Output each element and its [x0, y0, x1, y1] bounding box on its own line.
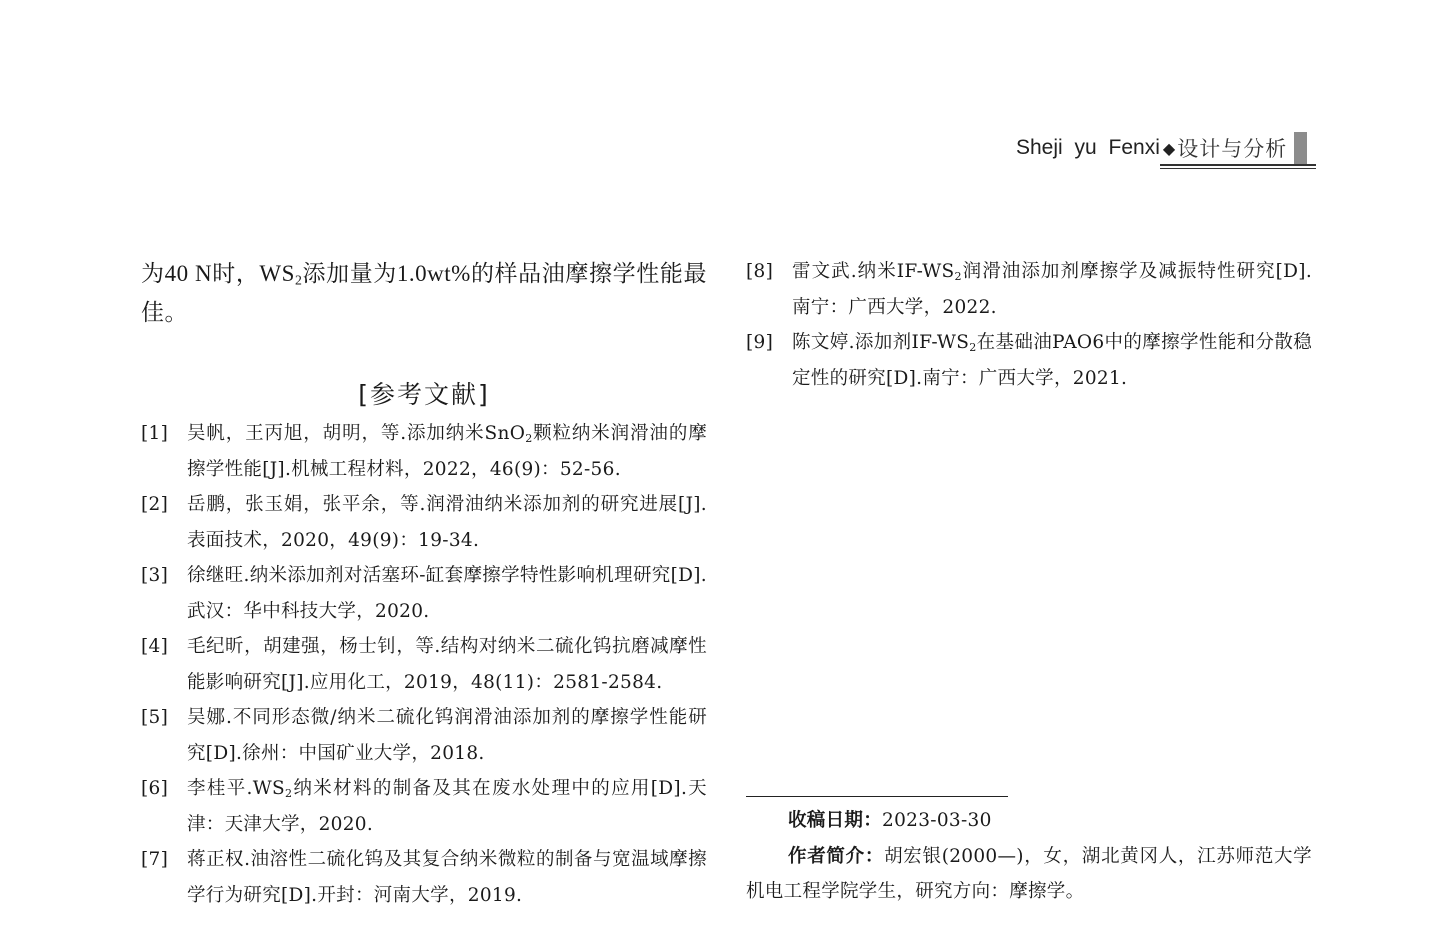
reference-item-5: [5] 吴娜.不同形态微/纳米二硫化钨润滑油添加剂的摩擦学性能研究[D].徐州：中国矿业大学，2018.: [141, 707, 707, 764]
reference-item-9: [9] 陈文婷.添加剂$IF-WS_2$在基础油PAO6中的摩擦学性能和分散稳定性的研究[D].南宁：广西大学，2021.: [746, 332, 1312, 389]
references-heading: [参考文献]: [358, 380, 490, 409]
right-column: [746, 254, 1312, 396]
header-bar-marker: [1294, 132, 1307, 165]
reference-item-8: [8] 雷文武.纳米$IF-WS_2$润滑油添加剂摩擦学及减振特性研究[D].南宁：广西大学，2022.: [746, 261, 1313, 318]
reference-item-6: [6] 李桂平$.WS_2$纳米材料的制备及其在废水处理中的应用[D].天津：天津大学，2020.: [141, 778, 707, 835]
header-underline: [1160, 164, 1316, 169]
body-paragraph: 为40 N时，$WS_2$添加量为1.0wt%的样品油摩擦学性能最佳。: [141, 261, 707, 325]
header-section-title: 设计与分析: [1177, 137, 1288, 161]
footnote-rule: [746, 796, 1008, 797]
author-bio: 作者简介：胡宏银(2000—)，女，湖北黄冈人，江苏师范大学机电工程学院学生，研究方向：摩擦学。: [746, 845, 1312, 902]
running-header: [1016, 133, 1314, 167]
reference-item-2: [2] 岳鹏，张玉娟，张平余，等.润滑油纳米添加剂的研究进展[J].表面技术，2020，49(9)：19-34.: [141, 494, 707, 551]
footnote: [746, 803, 1312, 910]
reference-item-3: [3] 徐继旺.纳米添加剂对活塞环-缸套摩擦学特性影响机理研究[D].武汉：华中科技大学，2020.: [141, 565, 707, 622]
left-column: [141, 254, 707, 913]
reference-item-4: [4] 毛纪昕，胡建强，杨士钊，等.结构对纳米二硫化钨抗磨减摩性能影响研究[J].应用化工，2019，48(11)：2581-2584.: [141, 636, 707, 693]
header-pinyin: Sheji yu Fenxi: [1016, 136, 1160, 159]
reference-item-1: [1] 吴帆，王丙旭，胡明，等.添加纳米SnO$_2$颗粒纳米润滑油的摩擦学性能[J].机械工程材料，2022，46(9)：52-56.: [141, 423, 708, 480]
reference-item-7: [7] 蒋正权.油溶性二硫化钨及其复合纳米微粒的制备与宽温域摩擦学行为研究[D].开封：河南大学，2019.: [141, 849, 707, 906]
received-date: 收稿日期：2023-03-30: [788, 810, 992, 831]
diamond-icon: ◆: [1162, 138, 1176, 158]
reference-list-continued: [746, 254, 1312, 396]
reference-list: [141, 416, 707, 913]
